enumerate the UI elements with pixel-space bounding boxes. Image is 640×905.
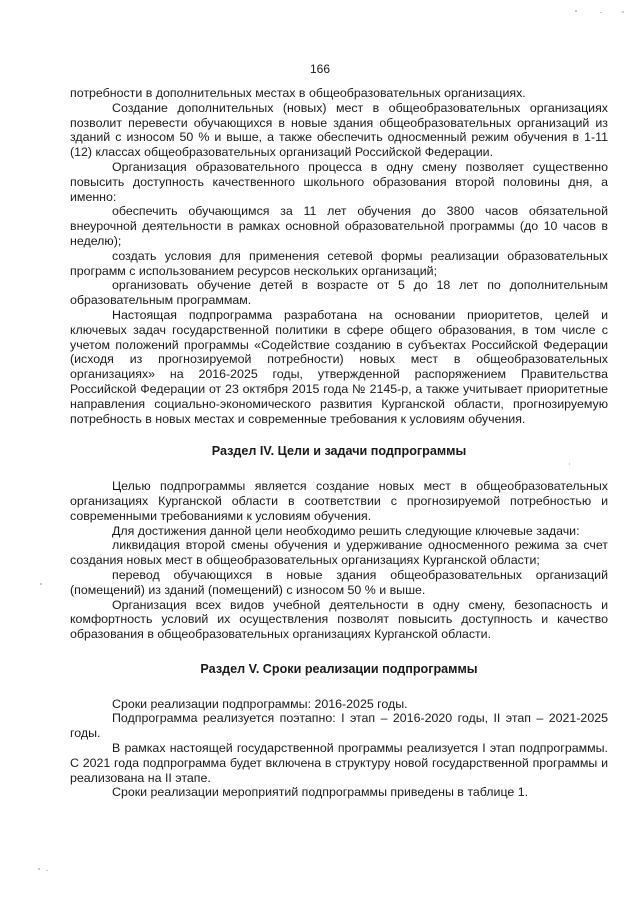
- list-item: ликвидация второй смены обучения и удерживание односменного режима за счет создания новых мест в общеобразовательных организациях Курганской области;: [70, 538, 608, 568]
- page-number: 166: [309, 62, 331, 76]
- scan-speck: [40, 583, 42, 585]
- paragraph: Создание дополнительных (новых) мест в общеобразовательных организациях позволит перевести обучающихся в новые здания общеобразовательных организаций из зданий с износом 50 % и выше, а также обеспечить односменный режим обучения в 1-11 (12) классах общеобразовательных организаций Российской Федерации.: [70, 100, 608, 160]
- list-item: создать условия для применения сетевой формы реализации образовательных программ с использованием ресурсов нескольких организаций;: [70, 248, 608, 278]
- list-item: обеспечить обучающимся за 11 лет обучения до 3800 часов обязательной внеурочной деятельности в рамках основной образовательной программы (до 10 часов в неделю);: [70, 204, 608, 248]
- paragraph: Подпрограмма реализуется поэтапно: I этап – 2016-2020 годы, II этап – 2021-2025 годы.: [70, 711, 608, 741]
- paragraph: Для достижения данной цели необходимо решить следующие ключевые задачи:: [112, 523, 580, 538]
- document-body: [70, 86, 608, 800]
- list-item: организовать обучение детей в возрасте от 5 до 18 лет по дополнительным образовательным программам.: [70, 278, 608, 308]
- paragraph: Сроки реализации мероприятий подпрограммы приведены в таблице 1.: [112, 785, 529, 800]
- scan-speck: [38, 868, 40, 870]
- paragraph: Настоящая подпрограмма разработана на основании приоритетов, целей и ключевых задач государственной политики в сфере общего образования, в том числе с учетом положений программы «Содействие созданию в субъектах Российской Федерации (исходя из прогнозируемой потребности) новых мест в общеобразовательных организациях» на 2016-2025 годы, утвержденной распоряжением Правительства Российской Федерации от 23 октября 2015 года № 2145-р, а также учитывает приоритетные направления социально-экономического развития Курганской области, прогнозируемую потребность в новых местах и современные требования к условиям обучения.: [70, 307, 608, 426]
- paragraph: В рамках настоящей государственной программы реализуется I этап подпрограммы. С 2021 года подпрограмма будет включена в структуру новой государственной программы и реализована на II этапе.: [70, 741, 608, 785]
- paragraph: Организация образовательного процесса в одну смену позволяет существенно повысить доступность качественного школьного образования второй половины дня, а именно:: [70, 159, 608, 204]
- section-heading: Раздел V. Сроки реализации подпрограммы: [200, 661, 478, 676]
- paragraph: Организация всех видов учебной деятельности в одну смену, безопасность и комфортность условий их осуществления позволят повысить доступность и качество образования в общеобразовательных организациях Курганской области.: [70, 597, 608, 642]
- paragraph: Сроки реализации подпрограммы: 2016-2025 годы.: [112, 696, 408, 711]
- paragraph: Целью подпрограммы является создание новых мест в общеобразовательных организациях Курганской области в соответствии с прогнозируемой потребностью и современными требованиями к условиям обучения.: [70, 479, 608, 523]
- scan-speck: [622, 11, 624, 13]
- paragraph: потребности в дополнительных местах в общеобразовательных организациях.: [70, 86, 526, 100]
- scan-speck: [575, 10, 577, 12]
- scan-speck: [569, 463, 570, 465]
- scan-speck: [46, 870, 48, 871]
- scan-speck: [600, 12, 602, 13]
- list-item: перевод обучающихся в новые здания общеобразовательных организаций (помещений) из зданий (помещений) с износом 50 % и выше.: [70, 567, 608, 597]
- section-heading: Раздел IV. Цели и задачи подпрограммы: [211, 444, 467, 459]
